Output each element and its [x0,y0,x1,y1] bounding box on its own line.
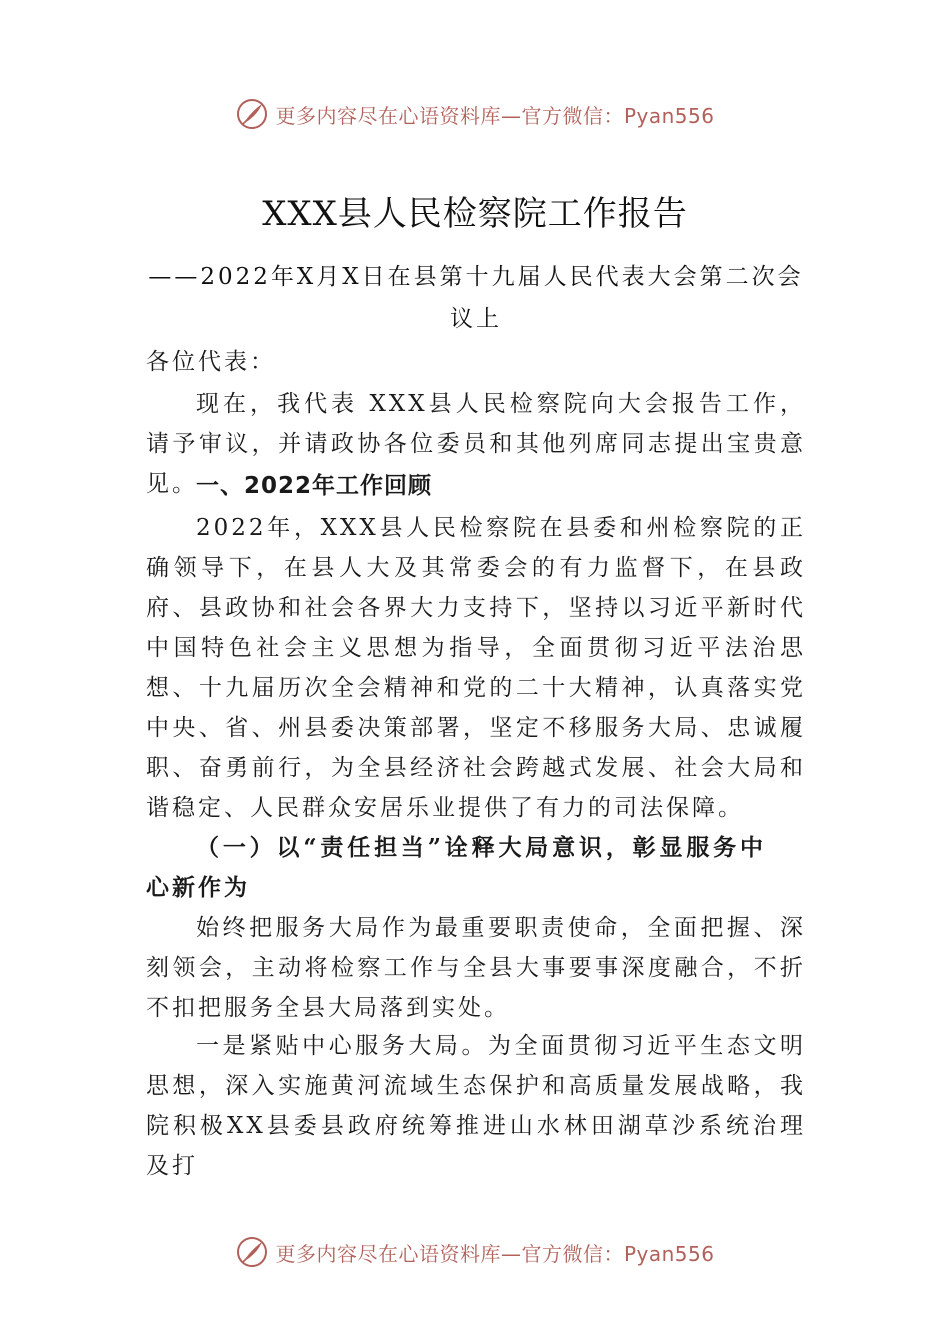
salutation: 各位代表： [146,349,276,375]
document-subtitle: ——2022年X月X日在县第十九届人民代表大会第二次会议上 [148,264,804,332]
section-heading: 一、2022年工作回顾 [196,473,433,499]
feather-pen-logo-icon [235,1235,269,1269]
watermark-text: 更多内容尽在心语资料库—官方微信：Pyan556 [275,1241,715,1266]
watermark-header [0,94,950,134]
section-paragraph: 2022年，XXX县人民检察院在县委和州检察院的正确领导下，在县人大及其常委会的有力监督下，在县政府、县政协和社会各界大力支持下，坚持以习近平新时代中国特色社会主义思想为指导，全面贯彻习近平法治思想、十九届历次全会精神和党的二十大精神，认真落实党中央、省、州县委决策部署，坚定不移服务大局、忠诚履职、奋勇前行，为全县经济社会跨越式发展、社会大局和谐稳定、人民群众安居乐业提供了有力的司法保障。 [146,515,806,821]
point-paragraph: 一是紧贴中心服务大局。为全面贯彻习近平生态文明思想，深入实施黄河流域生态保护和高质量发展战略，我院积极XX县委县政府统筹推进山水林田湖草沙系统治理及打 [146,1033,806,1179]
intro-paragraph: 现在，我代表 XXX县人民检察院向大会报告工作，请予审议，并请政协各位委员和其他列席同志提出宝贵意见。 [146,391,806,497]
feather-pen-logo-icon [235,97,269,131]
subsection-heading: （一）以“责任担当”诠释大局意识，彰显服务中心新作为 [146,834,766,901]
watermark-footer [0,1232,950,1272]
watermark-text: 更多内容尽在心语资料库—官方微信：Pyan556 [275,103,715,128]
subsection-paragraph: 始终把服务大局作为最重要职责使命，全面把握、深刻领会，主动将检察工作与全县大事要事深度融合，不折不扣把服务全县大局落到实处。 [146,915,806,1021]
document-title: XXX县人民检察院工作报告 [262,194,688,234]
